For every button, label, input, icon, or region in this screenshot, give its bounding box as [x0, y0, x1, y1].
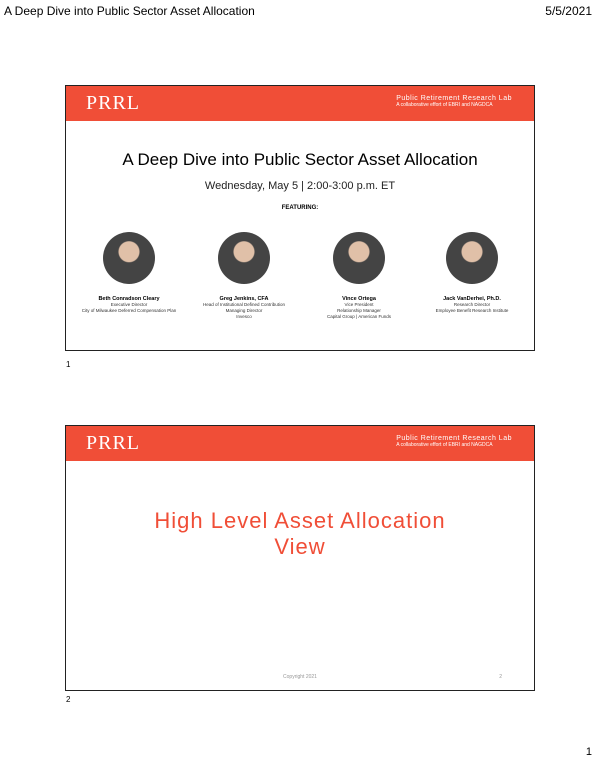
speaker-card	[186, 232, 302, 320]
slide-number: 1	[66, 360, 71, 369]
slide-number: 2	[66, 695, 71, 704]
speaker-role: Research Director	[453, 302, 491, 307]
speaker-photo	[103, 232, 155, 284]
prrl-logo: PRRL	[86, 432, 141, 454]
speaker-photo	[333, 232, 385, 284]
brand-band	[66, 426, 534, 461]
slide-2	[65, 425, 535, 691]
featuring-label: FEATURING:	[281, 205, 319, 211]
speaker-org: Invesco	[236, 314, 252, 319]
speaker-role: Vice President	[344, 302, 374, 307]
org-name: Public Retirement Research Lab	[396, 95, 512, 102]
speaker-name: Beth Conradson Cleary	[98, 296, 160, 302]
org-info	[396, 95, 512, 108]
speaker-org: City of Milwaukee Deferred Compensation Plan	[81, 308, 177, 313]
slide-page-number: 2	[499, 674, 502, 680]
speaker-name: Jack VanDerhei, Ph.D.	[443, 296, 501, 302]
document-title: A Deep Dive into Public Sector Asset Allocation	[4, 4, 255, 18]
speaker-role: Relationship Manager	[337, 308, 381, 313]
title-line: High Level Asset Allocation	[154, 508, 446, 533]
org-info	[396, 435, 512, 448]
slide-title	[66, 508, 534, 560]
event-date: Wednesday, May 5 | 2:00-3:00 p.m. ET	[204, 180, 396, 192]
prrl-logo: PRRL	[86, 92, 141, 114]
speaker-name: Greg Jenkins, CFA	[219, 296, 269, 302]
title-line: View	[274, 534, 326, 559]
copyright: Copyright 2021	[283, 674, 317, 680]
speaker-name: Vince Ortega	[342, 296, 376, 302]
speaker-photo	[446, 232, 498, 284]
org-sub: A collaborative effort of EBRI and NAGDCA	[396, 442, 493, 448]
speaker-card	[71, 232, 187, 314]
speaker-card	[301, 232, 417, 320]
page-number: 1	[585, 746, 592, 758]
speaker-role: Managing Director	[225, 308, 263, 313]
slide-title: A Deep Dive into Public Sector Asset Allocation	[122, 150, 478, 169]
org-name: Public Retirement Research Lab	[396, 435, 512, 442]
speaker-card	[414, 232, 530, 314]
org-sub: A collaborative effort of EBRI and NAGDCA	[396, 102, 493, 108]
speaker-role: Head of Institutional Defined Contribution	[202, 302, 286, 307]
speaker-org: Capital Group | American Funds	[327, 314, 391, 319]
brand-band	[66, 86, 534, 121]
speaker-photo	[218, 232, 270, 284]
document-date: 5/5/2021	[545, 4, 592, 18]
speaker-org: Employee Benefit Research Institute	[435, 308, 509, 313]
speaker-role: Executive Director	[110, 302, 148, 307]
slide-1	[65, 85, 535, 351]
